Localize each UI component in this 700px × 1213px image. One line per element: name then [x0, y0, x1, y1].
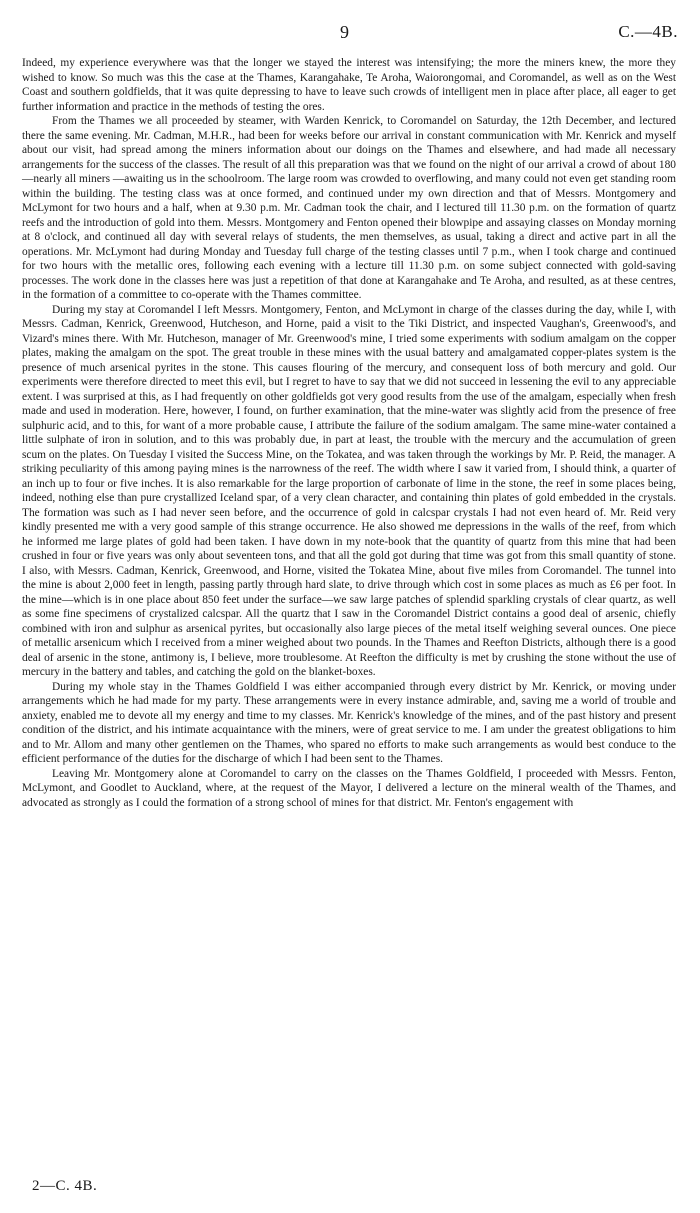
- page-number: 9: [340, 22, 349, 42]
- paragraph: Indeed, my experience everywhere was that the longer we stayed the interest was intensifying; the more the miners knew, the more they wished to know. So much was this the case at the Thames, Karangahake, Te Aroha, Waiorongomai, and Coromandel, as well as on the West Coast and southern goldfields, that it was quite depressing to have to leave such crowds of intelligent men in place after place, all eager to get further information and practice in the methods of testing the ores.: [22, 57, 676, 113]
- document-reference: C.—4B.: [618, 22, 678, 41]
- page-header: [0, 22, 700, 44]
- paragraph: Leaving Mr. Montgomery alone at Coromandel to carry on the classes on the Thames Goldfield, I proceeded with Messrs. Fenton, McLymont, and Goodlet to Auckland, where, at the request of the Mayor, I delivered a lecture on the mineral wealth of the Thames, and advocated as strongly as I could the formation of a strong school of mines for that district. Mr. Fenton's engagement with: [22, 767, 676, 809]
- paragraph: During my whole stay in the Thames Goldfield I was either accompanied through every district by Mr. Kenrick, or moving under arrangements which he had made for my party. These arrangements were in every instance admirable, and, saving me a world of trouble and anxiety, enabled me to devote all my energy and time to my classes. Mr. Kenrick's knowledge of the mines, and of the past history and present condition of the district, and his intimate acquaintance with the miners, were of great service to me. I am under the greatest obligations to him and to Mr. Allom and many other gentlemen on the Thames, who spared no efforts to make such arrangements as would best conduce to the efficient performance of the duties for the discharge of which I had been sent to the Thames.: [22, 680, 676, 765]
- paragraph: From the Thames we all proceeded by steamer, with Warden Kenrick, to Coromandel on Saturday, the 12th December, and lectured there the same evening. Mr. Cadman, M.H.R., had been for weeks before our arrival in constant communication with Mr. Kenrick and myself about our visit, had spread among the miners information about our doings on the Thames and elsewhere, and had made all necessary arrangements for the success of the classes. The result of all this preparation was that we found on the night of our arrival a crowd of about 180—nearly all miners —awaiting us in the schoolroom. The large room was crowded to overflowing, and many could not even get standing room within the building. The testing class was at once formed, and continued under my own direction and that of Messrs. Montgomery and McLymont for two hours and a half, when at 9.30 p.m. Mr. Cadman took the chair, and I lectured till 11.30 p.m. on the formation of quartz reefs and the introduction of gold into them. Messrs. Montgomery and Fenton opened their blowpipe and assaying classes on Monday morning at 8 o'clock, and continued all day with several relays of students, the men themselves, as usual, taking a direct and active part in all the operations. Mr. McLymont had during Monday and Tuesday full charge of the testing classes until 7 p.m., when I took charge and continued for two hours with the metallic ores, following each evening with a lecture till 11.30 p.m. on some subject connected with gold-saving processes. The work done in the classes here was just a repetition of that done at Karangahake and Te Aroha, and resulted, as at these centres, in the formation of a committee to co-operate with the Thames committee.: [22, 115, 676, 301]
- body-text: [22, 56, 676, 810]
- paragraph: During my stay at Coromandel I left Messrs. Montgomery, Fenton, and McLymont in charge of the classes during the day, while I, with Messrs. Cadman, Kenrick, Greenwood, Hutcheson, and Horne, paid a visit to the Tiki District, and inspected Vaughan's, Greenwood's, and Vizard's mines there. With Mr. Hutcheson, manager of Mr. Greenwood's mine, I tried some experiments with sodium amalgam on the copper plates, making the amalgam on the spot. The great trouble in these mines with the usual battery and amalgamated copper-plates system is the presence of much arsenical pyrites in the stone. This causes flouring of the mercury, and consequent loss of both mercury and gold. Our experiments were therefore directed to meet this evil, but I regret to have to say that we did not succeed in lessening the evil to any appreciable extent. I was surprised at this, as I had frequently on other goldfields got very good results from the use of the amalgam, especially when fresh made and used in moderation. Here, however, I found, on further examination, that the mine-water was slightly acid from the presence of free sulphuric acid, and to this, for want of a more probable cause, I attribute the failure of the sodium amalgam. The same mine-water contained a little sulphate of iron in solution, and to this was probably due, in part at least, the trouble with the mercury and the accumulation of green scum on the plates. On Tuesday I visited the Success Mine, on the Tokatea, and was taken through the workings by Mr. P. Reid, the manager. A striking peculiarity of this among paying mines is the narrowness of the reef. The width where I saw it varied from, I should think, a quarter of an inch up to four or five inches. It is also remarkable for the large proportion of carbonate of lime in the stone, the reef in some places being, indeed, nothing else than pure crystallized Iceland spar, of a very clean character, and containing thin plates of gold embedded in the crystals. The formation was such as I had never seen before, and the occurrence of gold in calcspar crystals I had not even heard of. Mr. Reid very kindly presented me with a very good sample of this strange occurrence. He also showed me depressions in the walls of the reef, from which he informed me large plates of gold had been taken. I have down in my note-book that the quantity of quartz from this mine that had been crushed in four or five years was only about seventeen tons, and that all the gold got during that time was got from this small quantity of stone. I also, with Messrs. Cadman, Kenrick, Greenwood, and Horne, visited the Tokatea Mine, about five miles from Coromandel. The tunnel into the mine is about 2,000 feet in length, passing partly through hard slate, to drive through which cost in some places as much as £6 per foot. In the mine—which is in one place about 850 feet under the surface—we saw large patches of splendid sparkling crystals of clear quartz, as well as some fine specimens of crystalized calcspar. All the quartz that I saw in the Coromandel District contains a good deal of arsenic, chiefly combined with iron and sulphur as arsenical pyrites, but occasionally also large pieces of the metal itself weighing several ounces. One piece of metallic arsenicum which I received from a miner weighed about two pounds. In the Thames and Reefton Districts, although there is a good deal of arsenic in the stone, antimony is, I believe, more troublesome. At Reefton the difficulty is met by crushing the stone without the use of mercury in the battery and tables, and catching the gold on the blanket-boxes.: [22, 303, 676, 678]
- page-signature: 2—C. 4B.: [32, 1178, 98, 1194]
